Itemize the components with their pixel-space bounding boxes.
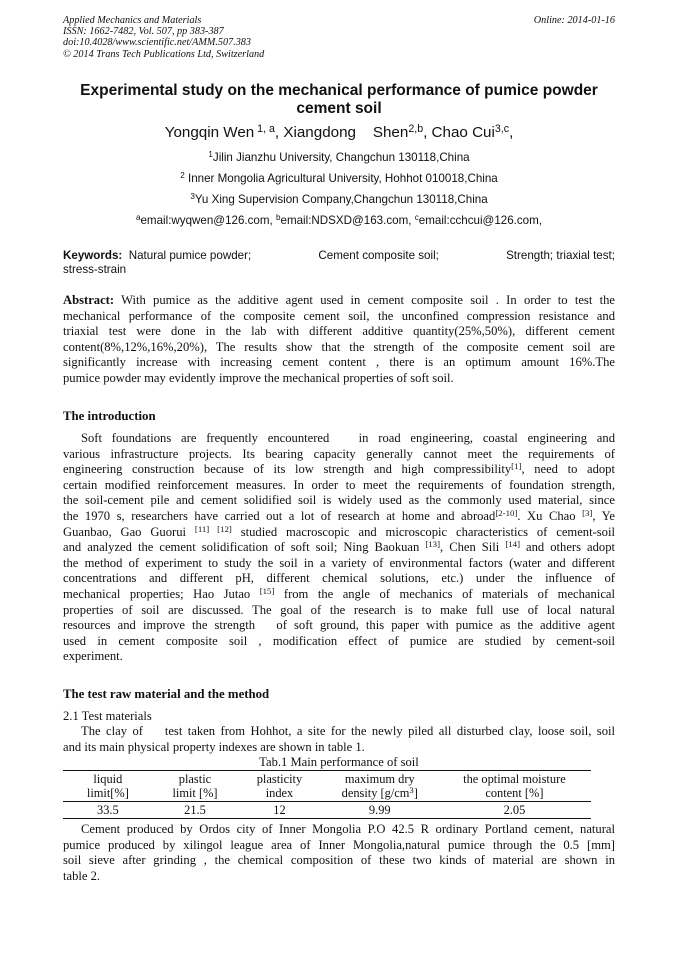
affiliation-2 bbox=[63, 172, 615, 186]
header-text: limit[%] bbox=[86, 786, 129, 800]
table-cell: 12 bbox=[237, 802, 321, 819]
author-list bbox=[63, 124, 615, 142]
affiliation-1 bbox=[63, 151, 615, 165]
email-a-mark: a bbox=[135, 213, 141, 223]
affiliation-2-mark: 2 bbox=[180, 171, 185, 181]
citation: [14] bbox=[505, 539, 521, 550]
table-header-row bbox=[63, 771, 591, 802]
author-1-affil: 1, a bbox=[254, 123, 275, 136]
affiliation-3 bbox=[63, 193, 615, 207]
abstract-line-6: pumice powder may evidently improve the mechanical properties of soft soil. bbox=[63, 370, 454, 385]
subsection-heading-materials: 2.1 Test materials bbox=[63, 709, 152, 723]
header-text: content [%] bbox=[485, 786, 544, 800]
affiliation-3-mark: 3 bbox=[190, 192, 195, 202]
soil-performance-table bbox=[63, 770, 591, 819]
intro-line: properties of soil are discussed. The goal of the research is to make full use of local natural bbox=[63, 602, 615, 617]
intro-line: concentrations and different pH, different chemical solutions, etc.) under the influence of bbox=[63, 571, 615, 586]
abstract bbox=[63, 293, 615, 387]
table-row bbox=[63, 802, 591, 819]
intro-line: certain modified reinforcement measures. In order to meet the requirements of foundation strength, bbox=[63, 477, 615, 492]
table-header-cell bbox=[153, 771, 237, 802]
email-line bbox=[63, 214, 615, 228]
header-text: density [g/cm bbox=[341, 786, 410, 800]
abstract-line-3: triaxial test were done in the lab with different additive quantity(25%,50%), different cement bbox=[63, 324, 615, 339]
journal-header bbox=[63, 15, 615, 60]
header-text: liquid bbox=[93, 772, 123, 786]
abstract-label: Abstract: bbox=[63, 293, 115, 307]
intro-text: . Xu Chao bbox=[517, 508, 583, 523]
materials-line: The clay of test taken from Hohhot, a site for the newly piled all disturbed clay, loose soil, soil bbox=[81, 724, 615, 738]
header-text: the optimal moisture bbox=[463, 772, 566, 786]
intro-text: Guanbao, Gao Guorui bbox=[63, 524, 195, 539]
intro-line: resources and improve the strength of soft ground, this paper with pumice as the additive agent bbox=[63, 618, 615, 633]
table-cell: 21.5 bbox=[153, 802, 237, 819]
citation: [13] bbox=[425, 539, 441, 550]
title-line-2: cement soil bbox=[296, 100, 382, 117]
online-date: Online: 2014-01-16 bbox=[533, 15, 615, 26]
journal-name: Applied Mechanics and Materials bbox=[63, 15, 202, 26]
citation: [1] bbox=[511, 461, 522, 472]
keywords-label: Keywords: bbox=[63, 249, 123, 262]
citation: [3] bbox=[582, 508, 593, 518]
table-header-cell bbox=[322, 771, 438, 802]
intro-text: the 1970 s, researchers have carried out a lot of research at home and abroad bbox=[63, 508, 496, 523]
intro-text: engineering construction because of its low strength and high compressibility bbox=[63, 462, 512, 477]
paper-title bbox=[63, 82, 615, 118]
intro-line: used in cement composite soil , modification effect of pumice are studied by cement-soil bbox=[63, 633, 615, 648]
intro-line: various infrastructure projects. Its bearing capacity generally cannot meet the requirements of bbox=[63, 446, 615, 461]
abstract-line-4: content(8%,12%,16%,20%), The results show that the strength of the composite cement soil are bbox=[63, 339, 615, 354]
abstract-line-5: significantly increase with increasing cement content , there is an optimum amount 16%.The bbox=[63, 355, 615, 370]
copyright-line: © 2014 Trans Tech Publications Ltd, Switzerland bbox=[63, 48, 265, 60]
materials-paragraph bbox=[63, 724, 615, 755]
cement-line: soil sieve after grinding , the chemical composition of these two kinds of material are shown in bbox=[63, 853, 615, 868]
author-1: Yongqin Wen bbox=[164, 124, 255, 141]
intro-text: from the angle of mechanics of materials of mechanical bbox=[274, 586, 615, 601]
affiliation-1-mark: 1 bbox=[208, 150, 213, 160]
cement-line: pumice produced by xilingol league area of Inner Mongolia,natural pumice through the 0.5 [mm] bbox=[63, 837, 615, 852]
email-b: email:NDSXD@163.com, bbox=[280, 214, 415, 227]
header-superscript: 3 bbox=[409, 785, 414, 796]
intro-text: studied macroscopic and microscopic characteristics of cement-soil bbox=[231, 524, 615, 539]
intro-line: experiment. bbox=[63, 649, 123, 664]
intro-text: mechanical properties; Hao Jutao bbox=[63, 586, 260, 601]
doi-line: doi:10.4028/www.scientific.net/AMM.507.383 bbox=[63, 37, 251, 49]
affiliation-1-text: Jilin Jianzhu University, Changchun 130118,China bbox=[212, 151, 470, 164]
abstract-line-1: With pumice as the additive agent used in cement composite soil . In order to test the bbox=[114, 293, 615, 307]
intro-line: the soil-cement pile and cement solidified soil is widely used as the commonly used material, since bbox=[63, 493, 615, 508]
email-a: email:wyqwen@126.com, bbox=[140, 214, 276, 227]
table-header-cell bbox=[63, 771, 153, 802]
table-cell: 33.5 bbox=[63, 802, 153, 819]
keyword-3: Strength; triaxial test; bbox=[506, 249, 615, 262]
intro-text: , need to adopt bbox=[521, 462, 615, 477]
citation: [2-10] bbox=[495, 508, 518, 518]
intro-text: , Chen Sili bbox=[440, 540, 506, 555]
keyword-1: Natural pumice powder; bbox=[128, 249, 252, 262]
introduction-paragraph bbox=[63, 431, 615, 665]
section-heading-method: The test raw material and the method bbox=[63, 687, 270, 701]
header-text: plasticity bbox=[256, 772, 303, 786]
intro-line: the method of experiment to study the soil in a variety of environmental factors (water and different bbox=[63, 555, 615, 570]
table-cell: 2.05 bbox=[438, 802, 591, 819]
intro-text: and others adopt bbox=[520, 540, 616, 555]
affiliation-3-text: Yu Xing Supervision Company,Changchun 130118,China bbox=[194, 193, 488, 206]
table-cell: 9.99 bbox=[322, 802, 438, 819]
affiliation-2-text: Inner Mongolia Agricultural University, Hohhot 010018,China bbox=[184, 172, 498, 185]
intro-line: Soft foundations are frequently encountered in road engineering, coastal engineering and bbox=[81, 431, 615, 445]
email-c: email:cchcui@126.com, bbox=[418, 214, 543, 227]
citation: [11] [12] bbox=[194, 523, 232, 534]
header-text: index bbox=[265, 786, 294, 800]
author-3-affil: 3,c bbox=[494, 123, 510, 136]
keywords-block bbox=[63, 249, 615, 277]
title-line-1: Experimental study on the mechanical performance of pumice powder bbox=[80, 82, 598, 99]
header-text: plastic bbox=[178, 772, 212, 786]
cement-paragraph bbox=[63, 822, 615, 884]
keyword-4: stress-strain bbox=[63, 263, 127, 277]
table-caption: Tab.1 Main performance of soil bbox=[259, 755, 419, 769]
keyword-2: Cement composite soil; bbox=[318, 249, 439, 262]
header-text: maximum dry bbox=[344, 772, 415, 786]
email-c-mark: c bbox=[414, 213, 419, 223]
table-header-cell bbox=[237, 771, 321, 802]
author-2-affil: 2,b bbox=[408, 123, 424, 136]
intro-text: and analyzed the cement solidification of soft soil; Ning Baokuan bbox=[63, 540, 426, 555]
author-tail: , bbox=[509, 124, 514, 141]
abstract-line-2: mechanical performance of the composite cement soil, the unconfined compression resistance and bbox=[63, 308, 615, 323]
intro-text: , Ye bbox=[592, 508, 615, 523]
cement-line: table 2. bbox=[63, 868, 101, 883]
header-text: ] bbox=[413, 786, 418, 800]
issn-line: ISSN: 1662-7482, Vol. 507, pp 383-387 bbox=[63, 26, 224, 38]
cement-line: Cement produced by Ordos city of Inner Mongolia P.O 42.5 R ordinary Portland cement, natural bbox=[81, 822, 615, 836]
citation: [15] bbox=[259, 585, 275, 596]
materials-line: and its main physical property indexes are shown in table 1. bbox=[63, 739, 365, 754]
section-heading-introduction: The introduction bbox=[63, 409, 156, 423]
email-b-mark: b bbox=[275, 213, 281, 223]
header-text: limit [%] bbox=[172, 786, 218, 800]
table-header-cell bbox=[438, 771, 591, 802]
author-3: , Chao Cui bbox=[423, 124, 495, 141]
author-2: , Xiangdong Shen bbox=[274, 124, 409, 141]
